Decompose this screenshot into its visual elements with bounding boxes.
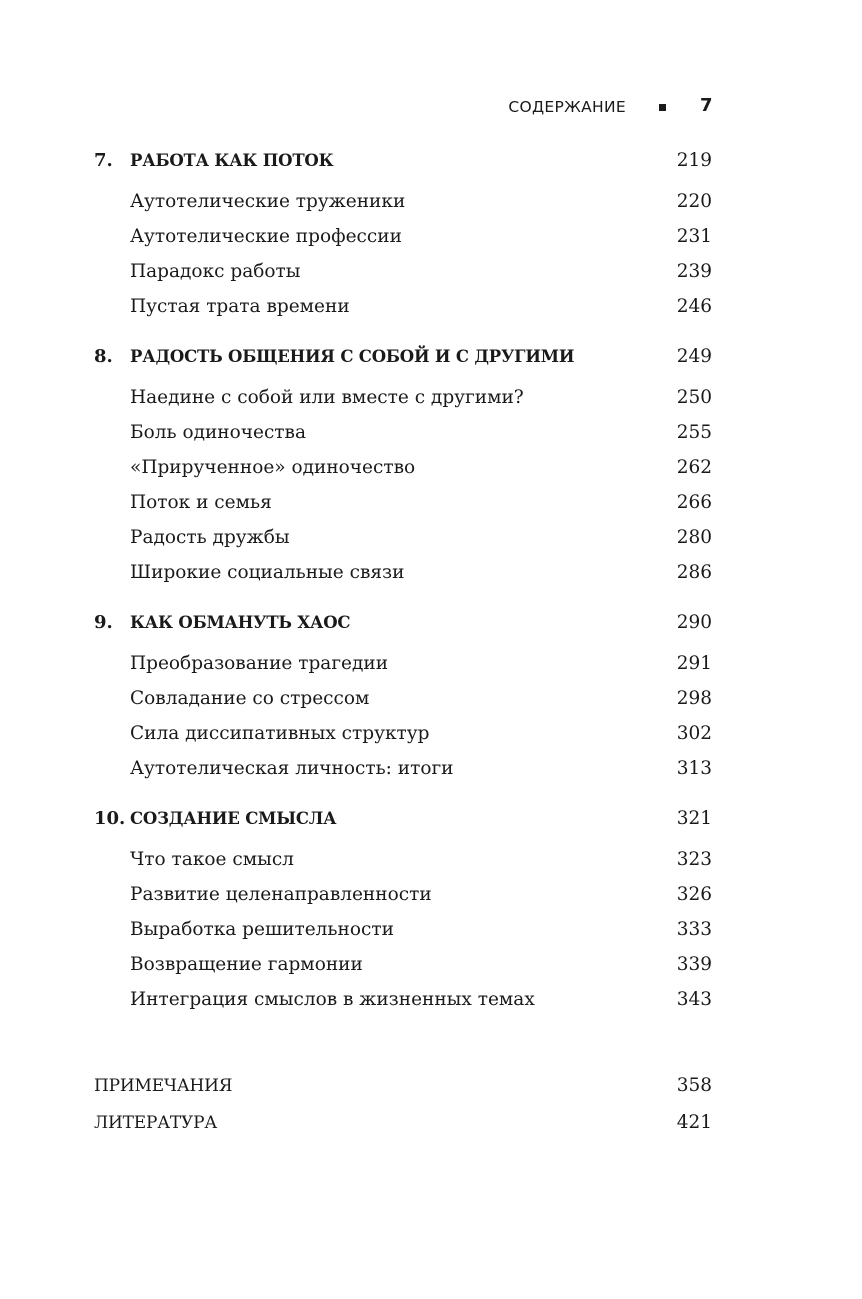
section-page: 313 bbox=[676, 758, 712, 779]
section-entry[interactable] bbox=[0, 986, 862, 1021]
section-page: 291 bbox=[676, 653, 712, 674]
section-entry[interactable] bbox=[0, 720, 862, 755]
page-number: 7 bbox=[700, 95, 713, 116]
section-page: 255 bbox=[676, 422, 712, 443]
section-entry[interactable] bbox=[0, 223, 862, 258]
chapter-page: 321 bbox=[676, 808, 712, 829]
section-title: Парадокс работы bbox=[130, 261, 301, 282]
chapter-7 bbox=[0, 147, 862, 328]
section-entry[interactable] bbox=[0, 454, 862, 489]
table-of-contents bbox=[0, 147, 862, 1036]
section-entry[interactable] bbox=[0, 755, 862, 790]
section-entry[interactable] bbox=[0, 685, 862, 720]
section-title: Совладание со стрессом bbox=[130, 688, 370, 709]
section-page: 339 bbox=[676, 954, 712, 975]
chapter-number: 9. bbox=[94, 612, 113, 633]
section-entry[interactable] bbox=[0, 846, 862, 881]
section-page: 220 bbox=[676, 191, 712, 212]
chapter-heading[interactable] bbox=[0, 805, 862, 846]
running-head-title: СОДЕРЖАНИЕ bbox=[508, 98, 626, 116]
section-entry[interactable] bbox=[0, 881, 862, 916]
section-page: 323 bbox=[676, 849, 712, 870]
section-entry[interactable] bbox=[0, 419, 862, 454]
section-entry[interactable] bbox=[0, 258, 862, 293]
section-page: 302 bbox=[676, 723, 712, 744]
chapter-title: СОЗДАНИЕ СМЫСЛА bbox=[130, 809, 337, 828]
square-bullet-icon bbox=[659, 104, 666, 111]
section-entry[interactable] bbox=[0, 916, 862, 951]
chapter-number: 10. bbox=[94, 808, 126, 829]
backmatter-page: 421 bbox=[676, 1112, 712, 1133]
section-page: 246 bbox=[676, 296, 712, 317]
section-title: «Прирученное» одиночество bbox=[130, 457, 416, 478]
section-title: Боль одиночества bbox=[130, 422, 306, 443]
section-page: 286 bbox=[676, 562, 712, 583]
section-title: Пустая трата времени bbox=[130, 296, 350, 317]
backmatter-page: 358 bbox=[676, 1075, 712, 1096]
section-page: 250 bbox=[676, 387, 712, 408]
section-entry[interactable] bbox=[0, 489, 862, 524]
chapter-title: РАДОСТЬ ОБЩЕНИЯ С СОБОЙ И С ДРУГИМИ bbox=[130, 347, 575, 366]
chapter-8 bbox=[0, 343, 862, 594]
backmatter-entry-literature[interactable] bbox=[0, 1109, 862, 1146]
chapter-page: 290 bbox=[676, 612, 712, 633]
section-title: Возвращение гармонии bbox=[130, 954, 363, 975]
section-page: 239 bbox=[676, 261, 712, 282]
chapter-heading[interactable] bbox=[0, 147, 862, 188]
section-page: 333 bbox=[676, 919, 712, 940]
backmatter-title: ЛИТЕРАТУРА bbox=[94, 1113, 218, 1133]
section-page: 266 bbox=[676, 492, 712, 513]
section-page: 326 bbox=[676, 884, 712, 905]
section-title: Выработка решительности bbox=[130, 919, 394, 940]
section-title: Радость дружбы bbox=[130, 527, 290, 548]
section-title: Аутотелические профессии bbox=[130, 226, 402, 247]
chapter-page: 249 bbox=[676, 346, 712, 367]
section-page: 262 bbox=[676, 457, 712, 478]
section-title: Широкие социальные связи bbox=[130, 562, 405, 583]
section-title: Преобразование трагедии bbox=[130, 653, 389, 674]
running-head bbox=[0, 95, 862, 121]
chapter-10 bbox=[0, 805, 862, 1021]
section-page: 298 bbox=[676, 688, 712, 709]
backmatter bbox=[0, 1072, 862, 1146]
section-entry[interactable] bbox=[0, 293, 862, 328]
chapter-heading[interactable] bbox=[0, 609, 862, 650]
chapter-title: КАК ОБМАНУТЬ ХАОС bbox=[130, 613, 351, 632]
backmatter-entry-notes[interactable] bbox=[0, 1072, 862, 1109]
chapter-number: 7. bbox=[94, 150, 113, 171]
section-page: 343 bbox=[676, 989, 712, 1010]
section-entry[interactable] bbox=[0, 559, 862, 594]
section-title: Развитие целенаправленности bbox=[130, 884, 432, 905]
chapter-page: 219 bbox=[676, 150, 712, 171]
section-entry[interactable] bbox=[0, 524, 862, 559]
chapter-9 bbox=[0, 609, 862, 790]
chapter-heading[interactable] bbox=[0, 343, 862, 384]
section-title: Сила диссипативных структур bbox=[130, 723, 430, 744]
section-entry[interactable] bbox=[0, 384, 862, 419]
section-title: Что такое смысл bbox=[130, 849, 294, 870]
chapter-title: РАБОТА КАК ПОТОК bbox=[130, 151, 334, 170]
section-entry[interactable] bbox=[0, 951, 862, 986]
backmatter-title: ПРИМЕЧАНИЯ bbox=[94, 1076, 233, 1096]
section-entry[interactable] bbox=[0, 650, 862, 685]
section-entry[interactable] bbox=[0, 188, 862, 223]
section-title: Аутотелическая личность: итоги bbox=[130, 758, 454, 779]
section-title: Поток и семья bbox=[130, 492, 272, 513]
section-title: Аутотелические труженики bbox=[130, 191, 406, 212]
section-page: 231 bbox=[676, 226, 712, 247]
section-title: Наедине с собой или вместе с другими? bbox=[130, 387, 524, 408]
chapter-number: 8. bbox=[94, 346, 113, 367]
section-page: 280 bbox=[676, 527, 712, 548]
section-title: Интеграция смыслов в жизненных темах bbox=[130, 989, 535, 1010]
